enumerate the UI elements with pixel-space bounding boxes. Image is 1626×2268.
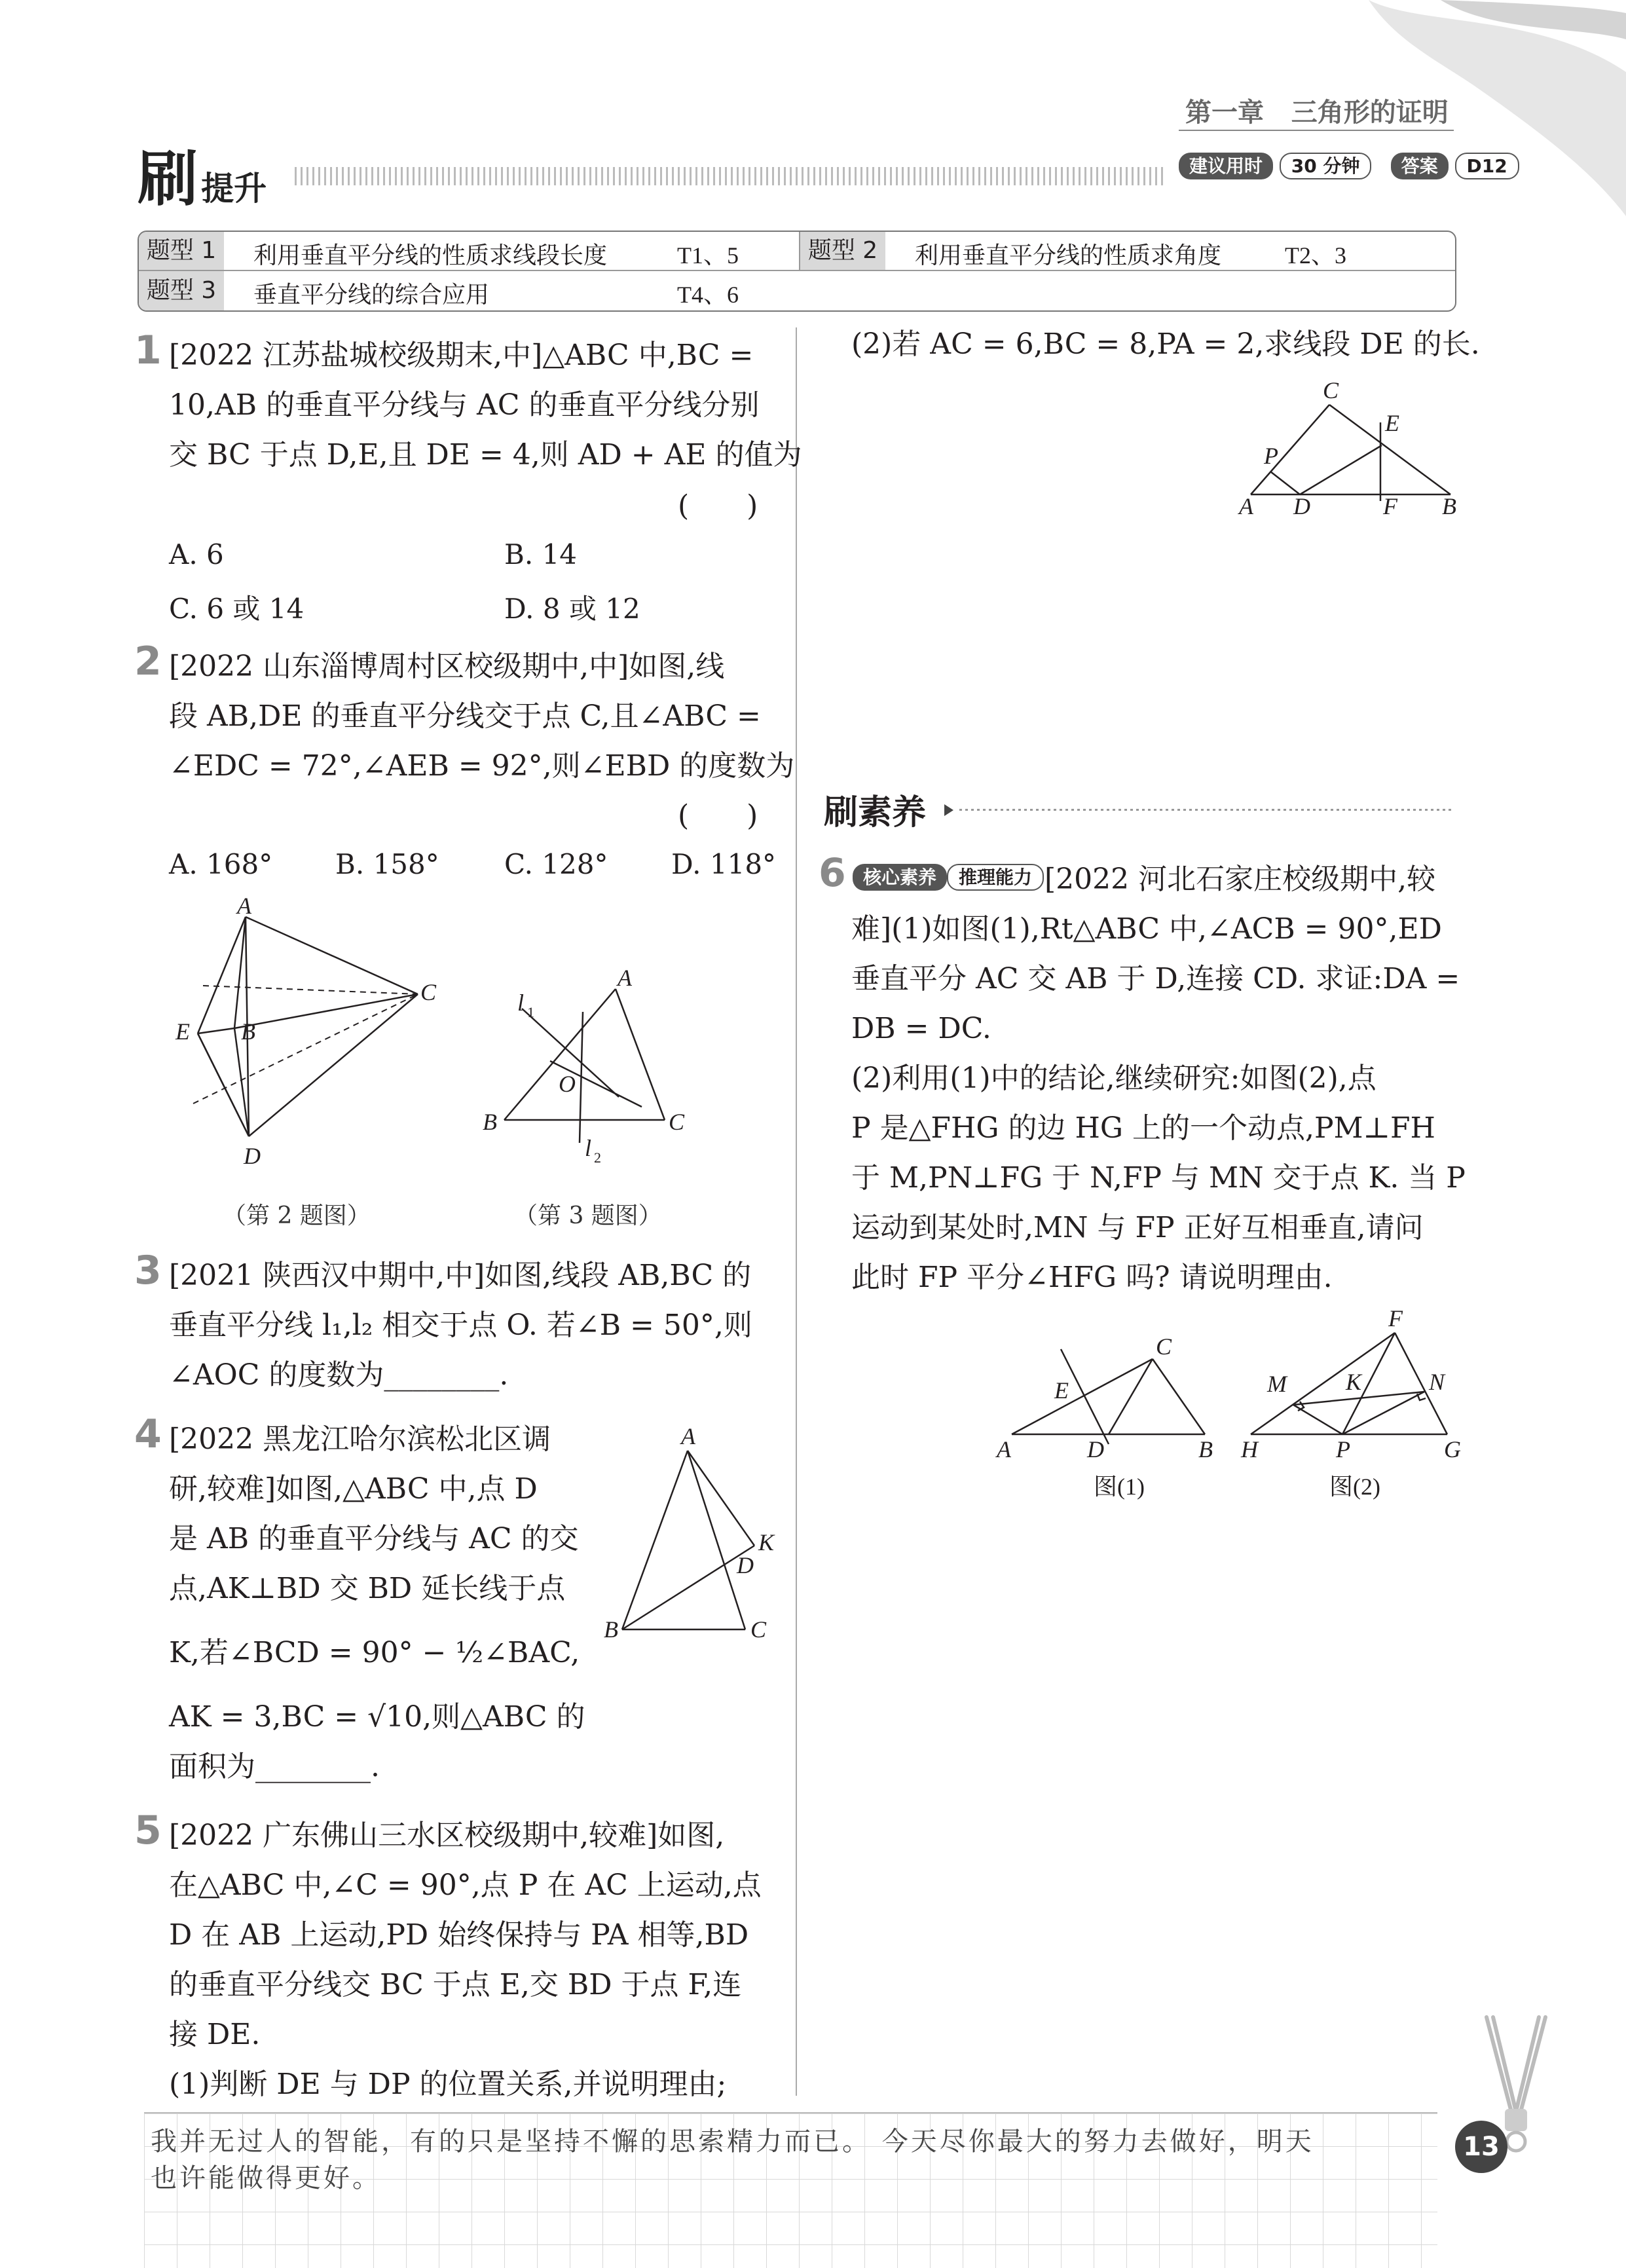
f6a-label-d: D [1087, 1436, 1104, 1462]
type-items: T1、5 [677, 242, 739, 269]
f3-label-l2: l [585, 1135, 592, 1161]
q2-option-a: A. 168° [169, 848, 273, 880]
f6a-label-b: B [1198, 1436, 1213, 1462]
f6b-label-f: F [1388, 1305, 1403, 1331]
f5-label-f: F [1383, 493, 1397, 519]
figure-q6-1 [989, 1316, 1238, 1506]
q5-line: D 在 AB 上运动,PD 始终保持与 PA 相等,BD [169, 1918, 749, 1952]
q5-text [169, 1811, 762, 2110]
q5-line: 的垂直平分线交 BC 于点 E,交 BD 于点 F,连 [169, 1968, 742, 2001]
q2-option-b: B. 158° [335, 848, 439, 880]
q6-line: (2)利用(1)中的结论,继续研究:如图(2),点 [851, 1062, 1377, 1095]
q4-number: 4 [134, 1411, 162, 1457]
section-sub: 提升 [201, 170, 267, 208]
f6a-label-a: A [997, 1436, 1011, 1462]
q5-line: [2022 广东佛山三水区校级期中,较难]如图, [169, 1819, 725, 1852]
q4-line: 点,AK⊥BD 交 BD 延长线于点 [169, 1572, 566, 1605]
figure-q6-2 [1238, 1303, 1467, 1506]
q6-line: DB = DC. [851, 1012, 991, 1045]
f6b-label-g: G [1444, 1436, 1461, 1462]
f2-label-e: E [176, 1018, 190, 1045]
f5-label-a: A [1239, 493, 1253, 519]
suyang-title: 刷素养 [824, 793, 927, 832]
f4-label-k: K [758, 1529, 775, 1555]
q1-option-a: A. 6 [169, 538, 224, 570]
q4-line: 研,较难]如图,△ABC 中,点 D [169, 1472, 538, 1506]
section-main: 刷 [138, 144, 198, 214]
q5-part2: (2)若 AC = 6,BC = 8,PA = 2,求线段 DE 的长. [851, 327, 1480, 361]
f5-label-d: D [1293, 493, 1310, 519]
q5-line: 接 DE. [169, 2018, 261, 2051]
time-answer-box [1179, 152, 1519, 178]
type-label: 题型 1 [139, 232, 224, 270]
footer-quote-line-1: 我并无过人的智能，有的只是坚持不懈的思索精力而已。 今天尽你最大的努力去做好，明天 [151, 2127, 1314, 2157]
q1-line: [2022 江苏盐城校级期末,中]△ABC 中,BC = [169, 339, 754, 372]
chapter-title: 三角形的证明 [1291, 98, 1449, 128]
q1-line: 10,AB 的垂直平分线与 AC 的垂直平分线分别 [169, 388, 760, 422]
footer-quote [151, 2123, 1314, 2197]
figure-q5 [1238, 373, 1473, 524]
type-label: 题型 2 [800, 232, 885, 270]
time-value: 30 分钟 [1280, 153, 1372, 179]
figure-q3 [481, 966, 704, 1176]
type-row-2 [799, 232, 1456, 270]
q2-line: [2022 山东淄博周村区校级期中,中]如图,线 [169, 650, 725, 683]
section-title [138, 131, 267, 217]
f3-label-c: C [669, 1109, 685, 1135]
q6-tag-reasoning: 推理能力 [947, 864, 1044, 891]
type-table [138, 231, 1456, 312]
type-items: T2、3 [1285, 242, 1346, 269]
q6-line: P 是△FHG 的边 HG 上的一个动点,PM⊥FH [851, 1111, 1435, 1145]
q3-line: ∠AOC 的度数为________. [169, 1358, 509, 1392]
q3-text [169, 1251, 752, 1400]
f5-label-c: C [1323, 377, 1339, 403]
type-desc: 利用垂直平分线的性质求线段长度 [253, 242, 608, 269]
q5-number: 5 [134, 1808, 162, 1853]
chapter-header [1185, 92, 1449, 129]
time-label: 建议用时 [1179, 153, 1273, 179]
q6-tags [853, 863, 1044, 889]
q2-option-c: C. 128° [504, 848, 608, 880]
f2-label-b: B [241, 1018, 255, 1045]
f3-label-l1-sub: 1 [527, 1004, 534, 1020]
chapter-underline [1179, 130, 1454, 131]
footer-note-area [144, 2112, 1437, 2268]
f2-label-d: D [244, 1143, 261, 1169]
f4-label-d: D [737, 1552, 754, 1578]
q3-line: 垂直平分线 l₁,l₂ 相交于点 O. 若∠B = 50°,则 [169, 1309, 752, 1342]
f6a-label-c: C [1156, 1333, 1172, 1360]
chapter-number: 第一章 [1185, 98, 1264, 128]
f5-label-e: E [1385, 410, 1399, 436]
q4-line: 是 AB 的垂直平分线与 AC 的交 [169, 1522, 579, 1555]
q4-text [169, 1415, 585, 1792]
section-title-rule [295, 167, 1166, 185]
f2-label-a: A [237, 894, 251, 919]
f5-label-p: P [1264, 443, 1278, 469]
q1-line: 交 BC 于点 D,E,且 DE = 4,则 AD + AE 的值为 [169, 438, 802, 472]
suyang-rule [959, 809, 1454, 811]
q4-line: K,若∠BCD = 90° − ½∠BAC, [169, 1636, 580, 1669]
figure-q2 [164, 894, 465, 1182]
f6b-label-k: K [1346, 1369, 1362, 1395]
type-row-1 [139, 232, 800, 270]
q4-line: 面积为________. [169, 1750, 380, 1783]
q6-number: 6 [819, 850, 846, 896]
q5-line: (1)判断 DE 与 DP 的位置关系,并说明理由; [169, 2068, 727, 2101]
page-number: 13 [1455, 2121, 1507, 2173]
f6a-label-e: E [1054, 1377, 1069, 1404]
q6-line: 运动到某处时,MN 与 FP 正好互相垂直,请问 [851, 1211, 1424, 1244]
f3-label-a: A [618, 966, 632, 991]
figure-q3-caption: （第 3 题图） [514, 1202, 662, 1229]
q5-line: 在△ABC 中,∠C = 90°,点 P 在 AC 上运动,点 [169, 1868, 762, 1902]
q4-line: [2022 黑龙江哈尔滨松北区调 [169, 1422, 551, 1456]
type-desc: 垂直平分线的综合应用 [253, 282, 490, 308]
footer-quote-line-2: 也许能做得更好。 [151, 2163, 381, 2193]
suyang-arrow-icon [944, 804, 953, 816]
f3-label-o: O [559, 1071, 576, 1097]
figure-q2-caption: （第 2 题图） [223, 1202, 371, 1229]
q2-number: 2 [134, 639, 162, 684]
type-row-3 [139, 271, 800, 310]
q2-line: 段 AB,DE 的垂直平分线交于点 C,且∠ABC = [169, 699, 761, 733]
f5-label-b: B [1442, 493, 1456, 519]
f2-label-c: C [420, 979, 437, 1005]
q6-line: 难](1)如图(1),Rt△ABC 中,∠ACB = 90°,ED [851, 912, 1442, 946]
q1-answer-paren: ( ) [678, 489, 758, 523]
q6-tag-core: 核心素养 [853, 864, 947, 891]
q6-first-line: [2022 河北石家庄校级期中,较 [1044, 863, 1436, 896]
type-label: 题型 3 [139, 271, 224, 310]
f6b-label-m: M [1267, 1371, 1287, 1397]
q1-option-b: B. 14 [504, 538, 578, 570]
q1-number: 1 [134, 327, 162, 373]
q2-text [169, 642, 794, 791]
q2-answer-paren: ( ) [678, 799, 758, 832]
answer-value: D12 [1455, 153, 1519, 179]
q2-line: ∠EDC = 72°,∠AEB = 92°,则∠EBD 的度数为 [169, 749, 795, 783]
q1-option-d: D. 8 或 12 [504, 593, 640, 625]
q4-line: AK = 3,BC = √10,则△ABC 的 [169, 1700, 585, 1734]
type-desc: 利用垂直平分线的性质求角度 [915, 242, 1222, 269]
q1-option-c: C. 6 或 14 [169, 593, 305, 625]
q3-line: [2021 陕西汉中期中,中]如图,线段 AB,BC 的 [169, 1259, 752, 1292]
f4-label-c: C [750, 1616, 767, 1643]
f6b-label-h: H [1241, 1436, 1258, 1462]
f3-label-l2-sub: 2 [594, 1149, 601, 1166]
q2-option-d: D. 118° [671, 848, 777, 880]
f6a-caption: 图(1) [1094, 1474, 1145, 1500]
q6-line: 此时 FP 平分∠HFG 吗? 请说明理由. [851, 1261, 1333, 1294]
f3-label-b: B [483, 1109, 497, 1135]
f6b-label-n: N [1429, 1369, 1445, 1395]
f4-label-b: B [604, 1616, 618, 1643]
q6-text [851, 904, 1466, 1303]
type-items: T4、6 [677, 282, 739, 308]
column-divider [796, 327, 797, 2096]
f6b-caption: 图(2) [1329, 1474, 1380, 1500]
q6-line: 垂直平分 AC 交 AB 于 D,连接 CD. 求证:DA = [851, 962, 1460, 995]
f4-label-a: A [681, 1423, 695, 1449]
figure-q4 [602, 1421, 786, 1650]
q1-text [169, 331, 802, 480]
f6b-label-p: P [1336, 1436, 1350, 1462]
answer-label: 答案 [1391, 153, 1449, 179]
q6-line: 于 M,PN⊥FG 于 N,FP 与 MN 交于点 K. 当 P [851, 1161, 1466, 1195]
q3-number: 3 [134, 1248, 162, 1293]
f3-label-l1: l [517, 990, 525, 1016]
